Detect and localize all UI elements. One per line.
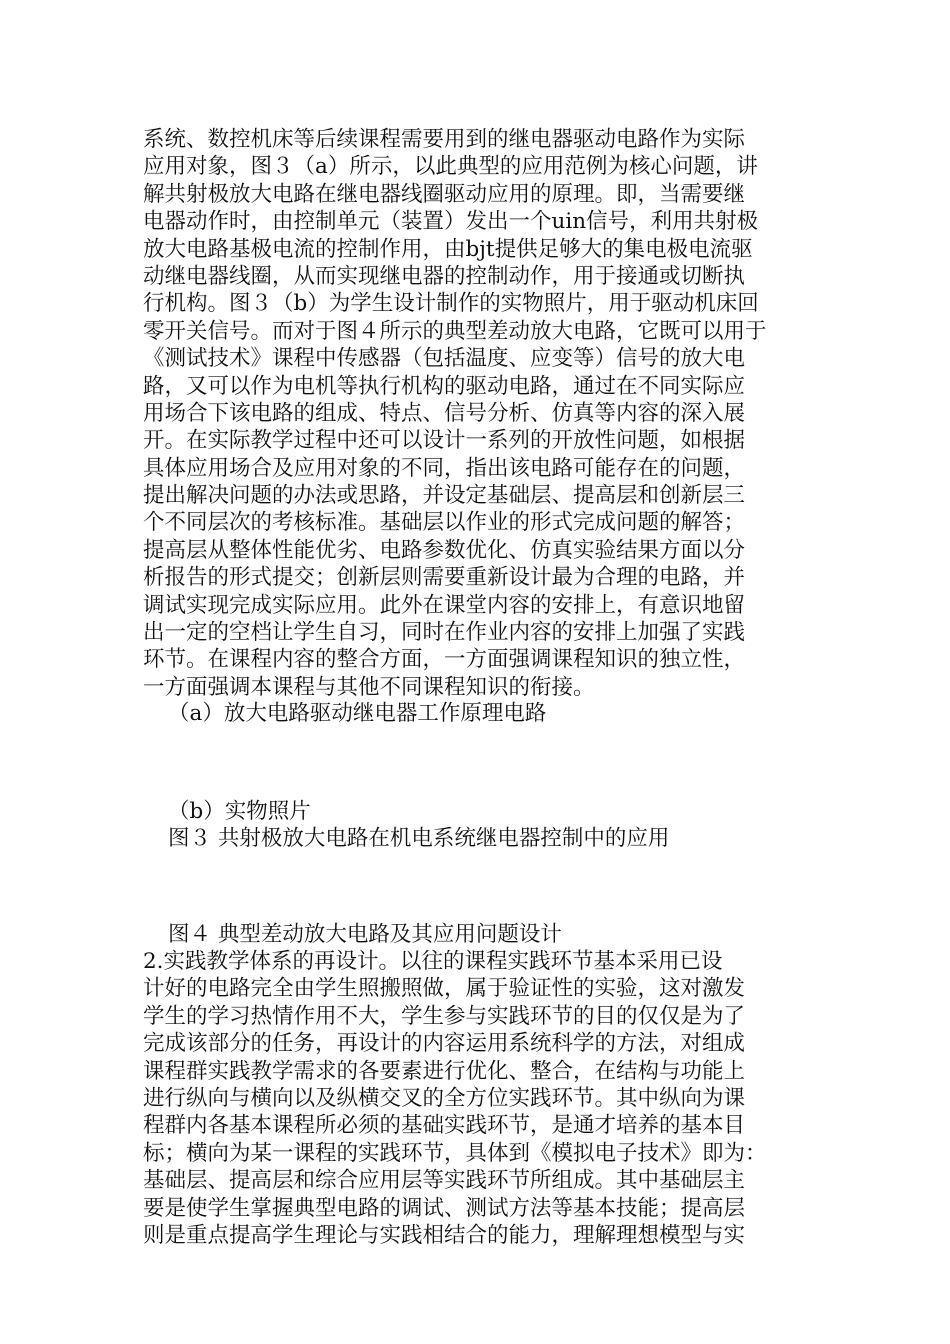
text-line: 基础层、提高层和综合应用层等实践环节所组成。其中基础层主 [143, 1168, 746, 1194]
text-line: 行机构。图３（b）为学生设计制作的实物照片，用于驱动机床回 [143, 291, 759, 317]
text-line: 系统、数控机床等后续课程需要用到的继电器驱动电路作为实际 [143, 127, 746, 152]
text-line: 学生的学习热情作用不大，学生参与实践环节的目的仅仅是为了 [143, 1003, 746, 1029]
text-line: 应用对象，图３（a）所示，以此典型的应用范例为核心问题，讲 [143, 154, 758, 180]
text-line: 用场合下该电路的组成、特点、信号分析、仿真等内容的深入展 [143, 400, 746, 426]
text-line: 提出解决问题的办法或思路，并设定基础层、提高层和创新层三 [143, 483, 746, 509]
figure-4-caption: 图４ 典型差动放大电路及其应用问题设计 [168, 922, 562, 947]
text-line: 环节。在课程内容的整合方面，一方面强调课程知识的独立性， [143, 647, 746, 673]
text-line: 开。在实际教学过程中还可以设计一系列的开放性问题，如根据 [143, 428, 746, 454]
text-line: 出一定的空档让学生自习，同时在作业内容的安排上加强了实践 [143, 620, 746, 646]
body-paragraph-2 [143, 948, 783, 1249]
text-line: 电器动作时，由控制单元（装置）发出一个uin信号，利用共射极 [143, 209, 759, 235]
text-line: 2.实践教学体系的再设计。以往的课程实践环节基本采用已设 [143, 949, 723, 974]
text-line: 放大电路基极电流的控制作用，由bjt提供足够大的集电极电流驱 [143, 236, 753, 262]
text-line: 课程群实践教学需求的各要素进行优化、整合，在结构与功能上 [143, 1058, 746, 1084]
text-line: 具体应用场合及应用对象的不同，指出该电路可能存在的问题， [143, 455, 746, 481]
figure-3-caption: 图３ 共射极放大电路在机电系统继电器控制中的应用 [168, 826, 670, 851]
text-line: 解共射极放大电路在继电器线圈驱动应用的原理。即，当需要继 [143, 181, 746, 207]
figure-3a-caption: （a）放大电路驱动继电器工作原理电路 [168, 701, 547, 726]
text-line: 路，又可以作为电机等执行机构的驱动电路，通过在不同实际应 [143, 373, 746, 399]
text-line: 动继电器线圈，从而实现继电器的控制动作，用于接通或切断执 [143, 263, 746, 289]
text-line: 程群内各基本课程所必须的基础实践环节，是通才培养的基本目 [143, 1113, 746, 1139]
text-line: 完成该部分的任务，再设计的内容运用系统科学的方法，对组成 [143, 1031, 746, 1057]
text-line: 零开关信号。而对于图４所示的典型差动放大电路，它既可以用于 [143, 318, 767, 344]
body-paragraph-1 [143, 126, 783, 701]
text-line: 计好的电路完全由学生照搬照做，属于验证性的实验，这对激发 [143, 976, 746, 1002]
text-line: 进行纵向与横向以及纵横交叉的全方位实践环节。其中纵向为课 [143, 1085, 746, 1111]
text-line: 标；横向为某一课程的实践环节，具体到《模拟电子技术》即为： [143, 1140, 767, 1166]
text-line: 提高层从整体性能优劣、电路参数优化、仿真实验结果方面以分 [143, 537, 746, 563]
text-line: 《测试技术》课程中传感器（包括温度、应变等）信号的放大电 [143, 346, 746, 372]
text-line: 一方面强调本课程与其他不同课程知识的衔接。 [143, 674, 595, 700]
figure-3b-caption: （b）实物照片 [168, 799, 311, 824]
text-line: 析报告的形式提交；创新层则需要重新设计最为合理的电路，并 [143, 565, 746, 591]
text-line: 则是重点提高学生理论与实践相结合的能力，理解理想模型与实 [143, 1222, 746, 1248]
text-line: 要是使学生掌握典型电路的调试、测试方法等基本技能；提高层 [143, 1195, 746, 1221]
text-line: 调试实现完成实际应用。此外在课堂内容的安排上，有意识地留 [143, 592, 746, 618]
text-line: 个不同层次的考核标准。基础层以作业的形式完成问题的解答； [143, 510, 746, 536]
